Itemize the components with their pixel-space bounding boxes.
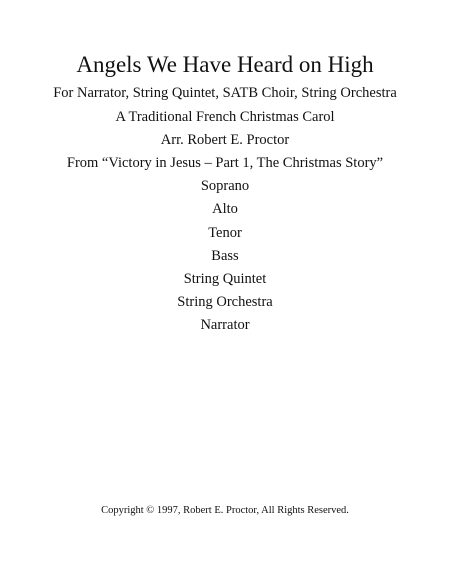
page-title: Angels We Have Heard on High [76,52,374,77]
part-narrator: Narrator [200,317,250,333]
part-string-orchestra: String Orchestra [177,294,273,310]
part-alto: Alto [212,201,238,217]
carol-description: A Traditional French Christmas Carol [115,109,335,125]
copyright-notice: Copyright © 1997, Robert E. Proctor, All Rights Reserved. [101,505,349,516]
part-string-quintet: String Quintet [183,271,267,287]
source-collection: From “Victory in Jesus – Part 1, The Christmas Story” [66,155,384,171]
part-soprano: Soprano [200,178,250,194]
part-bass: Bass [211,248,239,264]
part-tenor: Tenor [208,225,242,241]
arranger-credit: Arr. Robert E. Proctor [160,132,290,148]
instrumentation-subtitle: For Narrator, String Quintet, SATB Choir, String Orchestra [53,85,397,101]
